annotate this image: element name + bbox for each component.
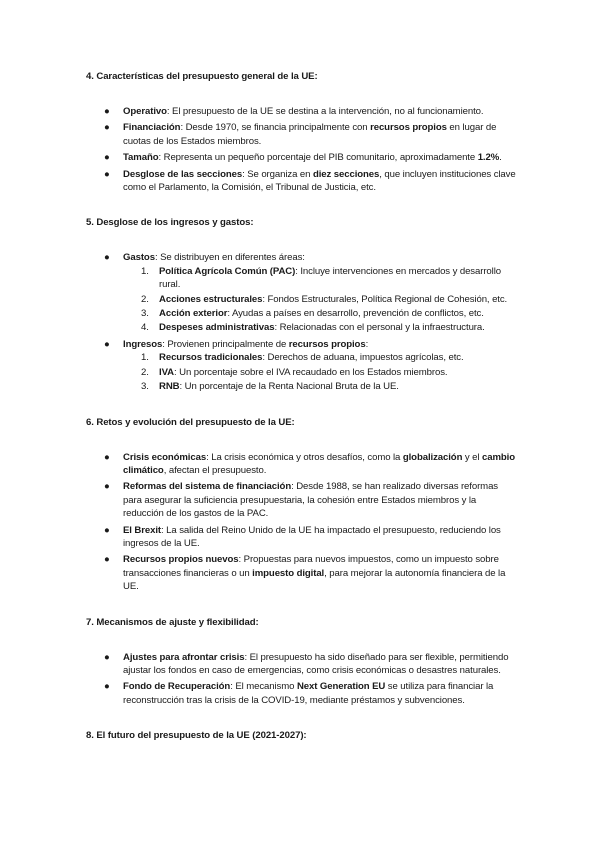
- list-item: ● Reformas del sistema de financiación: Desde 1988, se han realizado diversas reformas para asegurar la suficiencia presupuestaria, la cohesión entre Estados miembros y la reducción de los gastos de la PAC.: [104, 481, 499, 520]
- list-item-ingresos: ● Ingresos: Provienen principalmente de recursos propios: 1. Recursos tradicionales: Derechos de aduana, impuestos agrícolas, etc. 2. IVA: Un porcentaje sobre el IVA recaudado en los Estados miembros. 3. RNB: Un porcentaje de la Renta Nacional Bruta de la UE.: [86, 338, 516, 394]
- bullet-icon: ●: [104, 681, 110, 693]
- bullet-icon: ●: [104, 338, 110, 350]
- list-item: ● Financiación: Desde 1970, se financia principalmente con recursos propios en lugar de cuotas de los Estados miembros.: [104, 122, 497, 147]
- bullet-icon: ●: [104, 524, 110, 536]
- section-heading: 4. Características del presupuesto general de la UE:: [86, 71, 318, 82]
- list-item: ● Fondo de Recuperación: El mecanismo Next Generation EU se utiliza para financiar la reconstrucción tras la crisis de la COVID-19, mediante préstamos y subvenciones.: [104, 681, 494, 706]
- section-5: [86, 216, 516, 393]
- bullet-icon: ●: [104, 481, 110, 493]
- bullet-icon: ●: [104, 554, 110, 566]
- section-heading: 8. El futuro del presupuesto de la UE (2021-2027):: [86, 730, 307, 742]
- bullet-list: [86, 451, 516, 594]
- section-heading: 7. Mecanismos de ajuste y flexibilidad:: [86, 616, 259, 628]
- bullet-icon: ●: [104, 152, 110, 164]
- section-4: [86, 70, 516, 194]
- numbered-item: 1. Recursos tradicionales: Derechos de aduana, impuestos agrícolas, etc.: [141, 352, 464, 364]
- bullet-list: [86, 251, 516, 393]
- list-item: ● Ajustes para afrontar crisis: El presupuesto ha sido diseñado para ser flexible, permitiendo ajustar los fondos en caso de emergencias, como crisis económicas o desastres naturales.: [104, 651, 509, 676]
- list-item: ● Operativo: El presupuesto de la UE se destina a la intervención, no al funcionamiento.: [104, 106, 484, 117]
- bullet-icon: ●: [104, 106, 110, 117]
- numbered-item: 2. IVA: Un porcentaje sobre el IVA recaudado en los Estados miembros.: [141, 366, 448, 378]
- numbered-item: 3. RNB: Un porcentaje de la Renta Nacional Bruta de la UE.: [141, 381, 399, 393]
- list-item: ● Tamaño: Representa un pequeño porcentaje del PIB comunitario, aproximadamente 1.2%.: [104, 152, 502, 164]
- numbered-item: 4. Despeses administrativas: Relacionadas con el personal y la infraestructura.: [141, 322, 485, 334]
- section-heading: 6. Retos y evolución del presupuesto de la UE:: [86, 416, 295, 428]
- section-8: [86, 729, 516, 742]
- bullet-list: [86, 105, 516, 194]
- list-item-gastos: ● Gastos: Se distribuyen en diferentes áreas: 1. Política Agrícola Común (PAC): Incluye intervenciones en mercados y desarrollo rural. 2. Acciones estructurales: Fondos Estructurales, Política Regional de Cohesión, etc. 3. Acción exterior: Ayudas a países en desarrollo, prevención de conflictos, etc. 4. Despeses administrativas: Relacionadas con el personal y la infraestructura.: [86, 251, 516, 334]
- numbered-item: 2. Acciones estructurales: Fondos Estructurales, Política Regional de Cohesión, etc.: [141, 293, 508, 305]
- bullet-icon: ●: [104, 252, 110, 264]
- document-page: [86, 70, 516, 764]
- numbered-item: 3. Acción exterior: Ayudas a países en desarrollo, prevención de conflictos, etc.: [141, 308, 484, 320]
- section-heading: 5. Desglose de los ingresos y gastos:: [86, 217, 254, 229]
- bullet-icon: ●: [104, 168, 110, 180]
- list-item: ● Desglose de las secciones: Se organiza en diez secciones, que incluyen instituciones clave como el Parlamento, la Comisión, el Tribunal de Justicia, etc.: [104, 168, 516, 194]
- numbered-item: 1. Política Agrícola Común (PAC): Incluye intervenciones en mercados y desarrollo rural.: [141, 265, 501, 291]
- bullet-icon: ●: [104, 651, 110, 663]
- section-6: [86, 416, 516, 594]
- bullet-icon: ●: [104, 451, 110, 463]
- bullet-list: [86, 651, 516, 708]
- list-item: ● Crisis económicas: La crisis económica y otros desafíos, como la globalización y el cambio climático, afectan el presupuesto.: [104, 451, 515, 476]
- list-item: ● Recursos propios nuevos: Propuestas para nuevos impuestos, como un impuesto sobre transacciones financieras o un impuesto digital, para mejorar la autonomía financiera de la UE.: [104, 554, 506, 593]
- numbered-list: [123, 265, 516, 335]
- section-7: [86, 616, 516, 708]
- list-item: ● El Brexit: La salida del Reino Unido de la UE ha impactado el presupuesto, reduciendo los ingresos de la UE.: [104, 524, 501, 549]
- numbered-list: [123, 351, 516, 393]
- bullet-icon: ●: [104, 122, 110, 134]
